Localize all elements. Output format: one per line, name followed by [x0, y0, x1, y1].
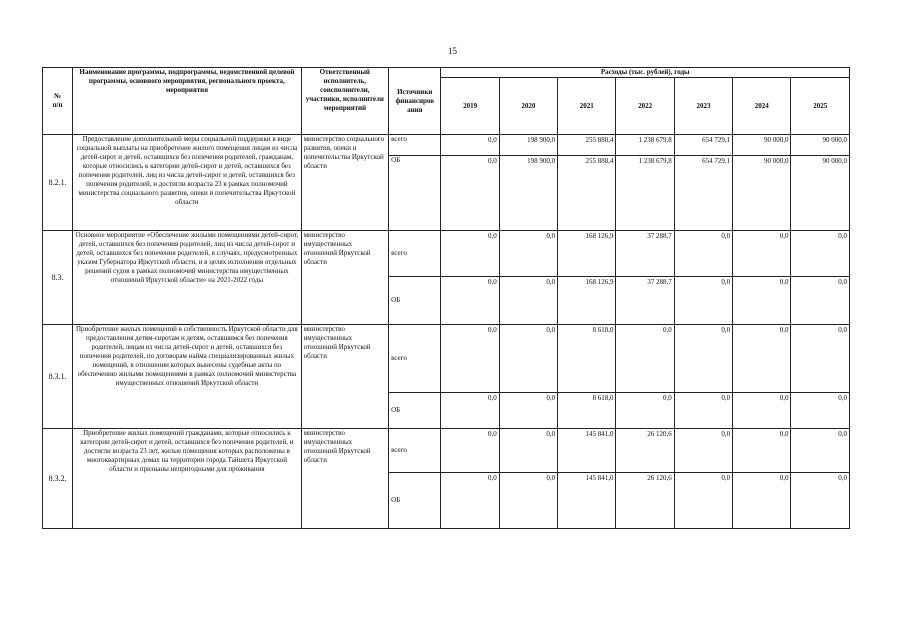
cell-value: 0,0 [616, 325, 674, 393]
row-source: всего [389, 325, 441, 393]
cell-value: 0,0 [674, 231, 732, 277]
row-source: ОБ [389, 277, 441, 325]
cell-value: 0,0 [441, 231, 499, 277]
cell-value: 1 238 679,8 [616, 156, 674, 231]
cell-value: 90 000,0 [733, 135, 791, 156]
row-number: 8.3.2. [43, 429, 73, 529]
cell-value: 0,0 [674, 473, 732, 529]
cell-value: 0,0 [791, 429, 850, 473]
cell-value: 90 000,0 [733, 156, 791, 231]
cell-value: 0,0 [674, 429, 732, 473]
row-source: всего [389, 135, 441, 156]
cell-value: 0,0 [674, 277, 732, 325]
header-responsible: Ответственный исполнитель, соисполнители, участники, исполнители мероприятий [301, 68, 389, 135]
header-year: 2022 [616, 78, 674, 135]
cell-value: 0,0 [733, 325, 791, 393]
cell-value: 145 841,0 [558, 473, 616, 529]
cell-value: 654 729,1 [674, 135, 732, 156]
row-responsible: министерство имущественных отношений Иркутской области [301, 429, 389, 529]
cell-value: 654 729,1 [674, 156, 732, 231]
cell-value: 255 888,4 [558, 156, 616, 231]
row-source: ОБ [389, 156, 441, 231]
cell-value: 198 900,0 [499, 135, 557, 156]
header-year: 2025 [791, 78, 850, 135]
cell-value: 0,0 [499, 231, 557, 277]
row-responsible: министерство имущественных отношений Иркутской области [301, 325, 389, 429]
cell-value: 168 126,9 [558, 277, 616, 325]
row-name: Основное мероприятие «Обеспечение жилыми помещениями детей-сирот, детей, оставшихся без попечения родителей, лиц из числа детей-сирот и детей, оставшихся без попечения родителей, в случаях, предусмотренных указом Губернатора Иркутской области, и в целях исполнения отдельных решений судов в рамках полномочий министерства имущественных отношений Иркутской области» на 2021-2022 годы [73, 231, 301, 325]
table-row [43, 429, 850, 473]
cell-value: 0,0 [441, 429, 499, 473]
expenses-table [42, 67, 850, 529]
header-name: Наименование программы, подпрограммы, ведомственной целевой программы, основного мероприятия, регионального проекта, мероприятия [73, 68, 301, 135]
cell-value: 145 841,0 [558, 429, 616, 473]
cell-value: 0,0 [733, 231, 791, 277]
cell-value: 0,0 [441, 277, 499, 325]
cell-value: 37 288,7 [616, 277, 674, 325]
cell-value: 0,0 [499, 393, 557, 429]
row-name: Приобретение жилых помещений гражданами, которые относились к категории детей-сирот и детей, оставшихся без попечения родителей, и достигли возраста 23 лет, жилые помещения которых расположены в многоквартирных домах на территории города Тайшета Иркутской области и признаны непригодными для проживания [73, 429, 301, 529]
cell-value: 0,0 [441, 135, 499, 156]
cell-value: 37 288,7 [616, 231, 674, 277]
table-row [43, 135, 850, 156]
row-source: ОБ [389, 473, 441, 529]
cell-value: 0,0 [733, 473, 791, 529]
cell-value: 0,0 [499, 429, 557, 473]
header-year: 2023 [674, 78, 732, 135]
table-row [43, 325, 850, 393]
cell-value: 90 000,0 [791, 156, 850, 231]
cell-value: 0,0 [499, 277, 557, 325]
cell-value: 0,0 [499, 473, 557, 529]
cell-value: 0,0 [441, 156, 499, 231]
cell-value: 198 900,0 [499, 156, 557, 231]
cell-value: 0,0 [674, 393, 732, 429]
header-year: 2019 [441, 78, 499, 135]
cell-value: 0,0 [791, 325, 850, 393]
cell-value: 26 120,6 [616, 429, 674, 473]
cell-value: 26 120,6 [616, 473, 674, 529]
cell-value: 0,0 [441, 473, 499, 529]
table-row [43, 231, 850, 277]
header-num: № п/п [43, 68, 73, 135]
cell-value: 8 618,0 [558, 393, 616, 429]
cell-value: 0,0 [441, 325, 499, 393]
row-number: 8.3.1. [43, 325, 73, 429]
row-source: ОБ [389, 393, 441, 429]
cell-value: 255 888,4 [558, 135, 616, 156]
cell-value: 0,0 [791, 393, 850, 429]
cell-value: 168 126,9 [558, 231, 616, 277]
header-source: Источники финансиров ания [389, 68, 441, 135]
header-year: 2021 [558, 78, 616, 135]
row-responsible: министерство имущественных отношений Иркутской области [301, 231, 389, 325]
cell-value: 0,0 [791, 231, 850, 277]
row-name: Приобретение жилых помещений в собственность Иркутской области для предоставления детям-сиротам и детям, оставшимся без попечения родителей, лицам из числа детей-сирот и детей, оставшихся без попечения родителей, по договорам найма специализированных жилых помещений, в отношении которых вынесены судебные акты по обеспечению жилыми помещениями в рамках полномочий министерства имущественных отношений Иркутской области [73, 325, 301, 429]
cell-value: 90 000,0 [791, 135, 850, 156]
row-source: всего [389, 429, 441, 473]
cell-value: 0,0 [791, 473, 850, 529]
header-year: 2024 [733, 78, 791, 135]
cell-value: 0,0 [616, 393, 674, 429]
cell-value: 0,0 [791, 277, 850, 325]
cell-value: 0,0 [733, 277, 791, 325]
cell-value: 0,0 [674, 325, 732, 393]
cell-value: 0,0 [733, 393, 791, 429]
cell-value: 0,0 [441, 393, 499, 429]
row-number: 8.2.1. [43, 135, 73, 231]
cell-value: 0,0 [499, 325, 557, 393]
cell-value: 1 238 679,8 [616, 135, 674, 156]
row-responsible: министерство социального развития, опеки и попечительства Иркутской области [301, 135, 389, 231]
cell-value: 8 618,0 [558, 325, 616, 393]
row-name: Предоставление дополнительной меры социальной поддержки в виде социальной выплаты на приобретение жилого помещения лицам из числа детей-сирот и детей, оставшихся без попечения родителей, гражданам, которые относились к категории детей-сирот и детей, оставшихся без попечения родителей, лиц из числа детей-сирот и детей, оставшихся без попечения родителей, и достигли возраста 23 в рамках полномочий министерства социального развития, опеки и попечительства Иркутской области [73, 135, 301, 231]
page-number: 15 [448, 46, 457, 56]
header-year: 2020 [499, 78, 557, 135]
cell-value: 0,0 [733, 429, 791, 473]
header-expenses: Расходы (тыс. рублей), годы [441, 68, 850, 78]
row-source: всего [389, 231, 441, 277]
row-number: 8.3. [43, 231, 73, 325]
